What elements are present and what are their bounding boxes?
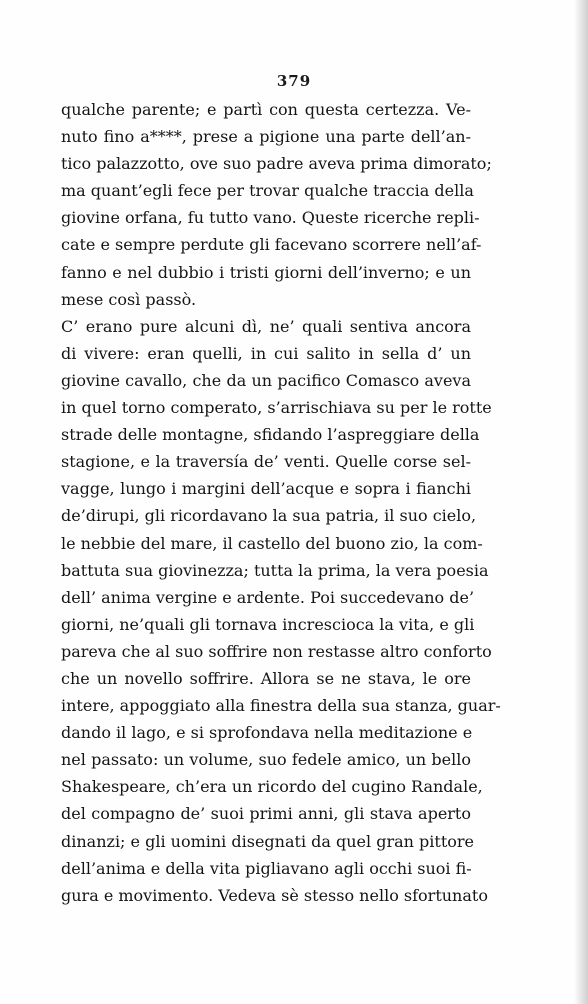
text-line: stagione, e la traversía de’ venti. Quelle corse sel- <box>61 452 471 472</box>
page-edge-shadow <box>574 0 588 1004</box>
text-line: giovine orfana, fu tutto vano. Queste ricerche repli- <box>61 208 480 228</box>
text-line: dell’anima e della vita pigliavano agli occhi suoi fi- <box>61 858 472 878</box>
text-line: pareva che al suo soffrire non restasse altro conforto <box>61 641 492 661</box>
page-number: 379 <box>276 72 312 90</box>
text-line: dell’ anima vergine e ardente. Poi succedevano de’ <box>61 587 475 607</box>
text-line: nel passato: un volume, suo fedele amico, un bello <box>61 750 471 770</box>
text-line: nuto fino a****, prese a pigione una parte dell’an- <box>61 127 471 147</box>
text-line: tico palazzotto, ove suo padre aveva prima dimorato; <box>61 154 492 174</box>
text-line: del compagno de’ suoi primi anni, gli stava aperto <box>61 804 471 824</box>
body-text <box>61 96 501 909</box>
text-line: fanno e nel dubbio i tristi giorni dell’inverno; e un <box>61 262 471 282</box>
text-line: in quel torno comperato, s’arrischiava su per le rotte <box>61 398 492 418</box>
text-line: dinanzi; e gli uomini disegnati da quel gran pittore <box>61 831 475 851</box>
text-line: strade delle montagne, sfidando l’aspreggiare della <box>61 425 480 445</box>
text-line: di vivere: eran quelli, in cui salito in sella d’ un <box>61 343 471 363</box>
text-line: battuta sua giovinezza; tutta la prima, la vera poesia <box>61 560 489 580</box>
text-line: che un novello soffrire. Allora se ne stava, le ore <box>61 668 471 688</box>
text-line: ma quant’egli fece per trovar qualche traccia della <box>61 181 474 201</box>
text-line: mese così passò. <box>61 289 197 309</box>
text-line: giovine cavallo, che da un pacifico Comasco aveva <box>61 370 471 390</box>
text-line: intere, appoggiato alla finestra della sua stanza, guar- <box>61 696 501 716</box>
text-line: Shakespeare, ch’era un ricordo del cugino Randale, <box>61 777 483 797</box>
text-line: le nebbie del mare, il castello del buono zio, la com- <box>61 533 483 553</box>
text-line: gura e movimento. Vedeva sè stesso nello sfortunato <box>61 885 488 905</box>
text-line: C’ erano pure alcuni dì, ne’ quali sentiva ancora <box>61 316 471 336</box>
text-line: cate e sempre perdute gli facevano scorrere nell’af- <box>61 235 482 255</box>
text-line: vagge, lungo i margini dell’acque e sopra i fianchi <box>61 479 471 499</box>
text-line: qualche parente; e partì con questa certezza. Ve- <box>61 100 471 119</box>
text-line: de’dirupi, gli ricordavano la sua patria, il suo cielo, <box>61 506 477 526</box>
text-line: dando il lago, e si sprofondava nella meditazione e <box>61 723 473 743</box>
text-line: giorni, ne’quali gli tornava increscioса la vita, e gli <box>61 614 475 634</box>
